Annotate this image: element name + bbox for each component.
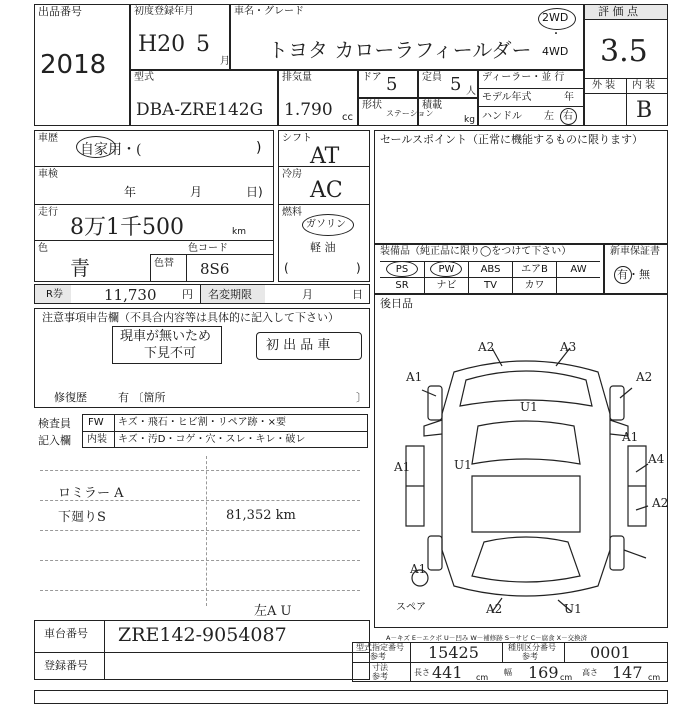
color-value: 青 (70, 256, 90, 280)
score-divider3 (584, 93, 668, 94)
note-handwritten4: 左A U (254, 604, 292, 619)
drive-4wd: 4WD (542, 45, 569, 58)
car-name-label: 車名・グレード (234, 6, 304, 17)
exterior-label: 外 装 (592, 80, 616, 91)
chassis-label: 車台番号 (44, 627, 88, 640)
after-market-label: 後日品 (380, 297, 413, 310)
dims-label: 寸法 (372, 663, 388, 672)
score-label: 評 価 点 (598, 5, 638, 18)
chassis-value: ZRE142-9054087 (118, 624, 287, 646)
color-code-split (186, 254, 187, 282)
width-value: 169 (528, 663, 559, 682)
dealer-div1 (478, 88, 584, 89)
hist-div3 (34, 240, 274, 241)
model-label: 型式 (134, 72, 154, 83)
first-reg-era: H20 (138, 32, 186, 57)
doors-value: 5 (386, 74, 398, 95)
fuel-paren-open: ( (284, 261, 289, 275)
dims-split1 (410, 642, 411, 682)
inspector-label2: 記入欄 (38, 434, 71, 447)
recycle-value: 11,730 (104, 286, 157, 304)
length-label: 長さ (414, 668, 430, 677)
equipment-item: AW (556, 261, 600, 277)
dims-split3 (564, 642, 565, 662)
repair-close: 〕 (356, 391, 367, 404)
color-code-value: 8S6 (200, 260, 230, 278)
damage-mark-8: A1 (622, 430, 639, 444)
damage-mark-7: U1 (454, 458, 472, 472)
fuel-label: 燃料 (282, 207, 302, 218)
damage-mark-9: A4 (648, 452, 665, 466)
insp-div (82, 431, 368, 432)
lot-label: 出品番号 (38, 5, 82, 18)
height-unit: cm (648, 673, 661, 682)
ac-label: 冷房 (282, 169, 302, 180)
inspector-label1: 検査員 (38, 417, 71, 430)
damage-mark-1: A2 (478, 340, 495, 354)
handle-label: ハンドル (482, 111, 522, 122)
height-value: 147 (612, 663, 643, 682)
score-divider (584, 19, 668, 20)
interior-value: B (636, 98, 653, 123)
repair-label: 修復歴 (54, 391, 87, 404)
fuel-gas: ガソリン (306, 219, 346, 230)
name-change-label: 名変期限 (208, 288, 252, 301)
cc-unit: cc (342, 112, 353, 123)
ac-value: AC (310, 178, 343, 203)
equipment-circle (430, 261, 462, 277)
sales-point-box (374, 130, 668, 244)
insp-split (114, 414, 115, 448)
shift-value: AT (310, 144, 340, 169)
dims-sub: 参考 (372, 672, 388, 681)
inspection-month: 月 (190, 185, 203, 199)
drive-2wd: 2WD (542, 11, 569, 24)
spec-no-label: 型式指定番号 (356, 643, 404, 652)
notes-line5 (40, 590, 360, 591)
insp-interior: 内装 (87, 434, 107, 445)
equipment-item: エアB (512, 261, 556, 277)
capacity-unit: 人 (466, 86, 476, 97)
damage-mark-6: A1 (394, 460, 411, 474)
capacity-value: 5 (450, 74, 462, 95)
mileage-label: 走行 (38, 207, 58, 218)
model-year-unit: 年 (564, 92, 574, 103)
interior-label: 内 装 (632, 80, 656, 91)
first-listing: 初 出 品 車 (266, 338, 331, 353)
first-reg-month: 5 (196, 32, 210, 57)
equipment-circle (386, 261, 418, 277)
chassis-split (104, 620, 105, 680)
car-diagram (384, 336, 668, 624)
history-close: ) (256, 140, 262, 156)
displacement-label: 排気量 (282, 72, 312, 83)
equipment-label: 装備品（純正品に限り◯をつけて下さい） (380, 246, 572, 257)
chassis-div (34, 652, 370, 653)
notes-line1 (40, 470, 360, 471)
equipment-item: PS (380, 261, 424, 277)
fuel-diesel: 軽 油 (310, 241, 336, 254)
equipment-item: SR (380, 277, 424, 293)
notes-line3 (40, 530, 360, 531)
damage-mark-13: U1 (564, 602, 582, 616)
shift-label: シフト (282, 133, 312, 144)
shift-div1 (278, 166, 370, 167)
shift-div2 (278, 204, 370, 205)
width-unit: cm (560, 673, 573, 682)
note-handwritten1: ロミラー A (58, 486, 124, 501)
recycle-label: R券 (46, 289, 63, 300)
doors-label: ドア (362, 72, 382, 83)
history-value: 自家用・( (80, 142, 142, 158)
dims-split2 (502, 642, 503, 662)
class-no-value: 0001 (590, 643, 631, 662)
inspection-year: 年 (124, 185, 137, 199)
note-handwritten3: 81,352 km (226, 508, 296, 523)
class-no-label: 種別区分番号 (508, 643, 556, 652)
hist-div2 (34, 204, 274, 205)
car-name: トヨタ カローラフィールダー (268, 38, 532, 62)
note-line1: 現車が無いため (120, 329, 212, 344)
recycle-yen: 円 (182, 288, 193, 301)
handle-right: 右 (563, 111, 573, 122)
dealer-div2 (478, 106, 584, 107)
fuel-paren-close: ) (356, 261, 361, 275)
first-reg-label: 初度登録年月 (134, 6, 194, 17)
first-reg-month-unit: 月 (220, 56, 230, 67)
km-unit: km (232, 227, 246, 237)
color-code-label: 色コード (188, 243, 228, 254)
damage-mark-4: A2 (636, 370, 653, 384)
model-value: DBA-ZRE142G (136, 100, 264, 120)
length-unit: cm (476, 673, 489, 682)
mileage-value: 8万1千500 (70, 215, 184, 240)
dealer-label: ディーラー・並 行 (482, 72, 565, 83)
score-value: 3.5 (600, 34, 648, 69)
lot-number: 2018 (40, 50, 107, 80)
model-year-label: モデル年式 (482, 92, 532, 103)
color-label: 色 (38, 243, 48, 254)
inspection-day: 日) (246, 185, 263, 199)
equipment-item: ABS (468, 261, 512, 277)
width-label: 幅 (504, 668, 512, 677)
damage-mark-2: A3 (560, 340, 577, 354)
equipment-item: カワ (512, 277, 556, 293)
damage-mark-11: A1 (410, 562, 427, 576)
spec-no-value: 15425 (428, 643, 479, 662)
damage-mark-3: A1 (406, 370, 423, 384)
hist-div1 (34, 166, 274, 167)
reg-label: 登録番号 (44, 659, 88, 672)
name-change-day: 日 (352, 288, 363, 301)
damage-mark-12: A2 (486, 602, 503, 616)
insp-fw-items: キズ・飛石・ヒビ割・リペア跡・×要 (118, 417, 286, 428)
warranty-value: 有・無 (617, 268, 650, 281)
class-no-sub: 参考 (522, 652, 538, 661)
equipment-item (556, 277, 600, 293)
equipment-item: ナビ (424, 277, 468, 293)
history-label: 車歴 (38, 133, 58, 144)
length-value: 441 (432, 663, 463, 682)
repair-value: 有 〔箇所 (118, 391, 166, 404)
displacement-value: 1.790 (284, 100, 333, 120)
name-change-month: 月 (302, 288, 313, 301)
kg-unit: kg (464, 115, 475, 125)
damage-mark-10: A2 (652, 496, 669, 510)
capacity-label: 定員 (422, 72, 442, 83)
note-line2: 下見不可 (144, 346, 197, 361)
repaint-label: 色替 (154, 258, 174, 269)
shape-value: ステーション (386, 109, 434, 118)
note-handwritten2: 下廻りS (58, 510, 106, 525)
damage-legend: A－キズ E－エクボ U－凹み W－補修跡 S－サビ C－腐食 X－交換済 (386, 634, 588, 642)
inspection-label: 車検 (38, 169, 58, 180)
load-label: 積載 (422, 100, 442, 111)
drive-dot: ・ (551, 29, 561, 40)
insp-fw: FW (88, 417, 104, 428)
handle-left: 左 (544, 111, 554, 122)
spec-no-sub: 参考 (370, 652, 386, 661)
shape-label: 形状 (362, 100, 382, 111)
color-split (150, 254, 151, 282)
equipment-grid (380, 260, 602, 294)
bottom-strip (34, 690, 668, 704)
remarks-label: 注意事項申告欄（不具合内容等は具体的に記入して下さい） (42, 311, 339, 324)
warranty-label: 新車保証書 (610, 246, 660, 257)
notes-vline (206, 456, 207, 606)
sales-point-label: セールスポイント（正常に機能するものに限ります） (380, 133, 644, 146)
insp-interior-items: キズ・汚D・コゲ・穴・スレ・キレ・破レ (118, 434, 306, 445)
score-split (626, 78, 627, 126)
color-code-underline (150, 254, 274, 255)
notes-line4 (40, 560, 360, 561)
damage-mark-5: U1 (520, 400, 538, 414)
equipment-item: TV (468, 277, 512, 293)
spare-label: スペア (396, 602, 426, 613)
equipment-item: PW (424, 261, 468, 277)
height-label: 高さ (582, 668, 598, 677)
